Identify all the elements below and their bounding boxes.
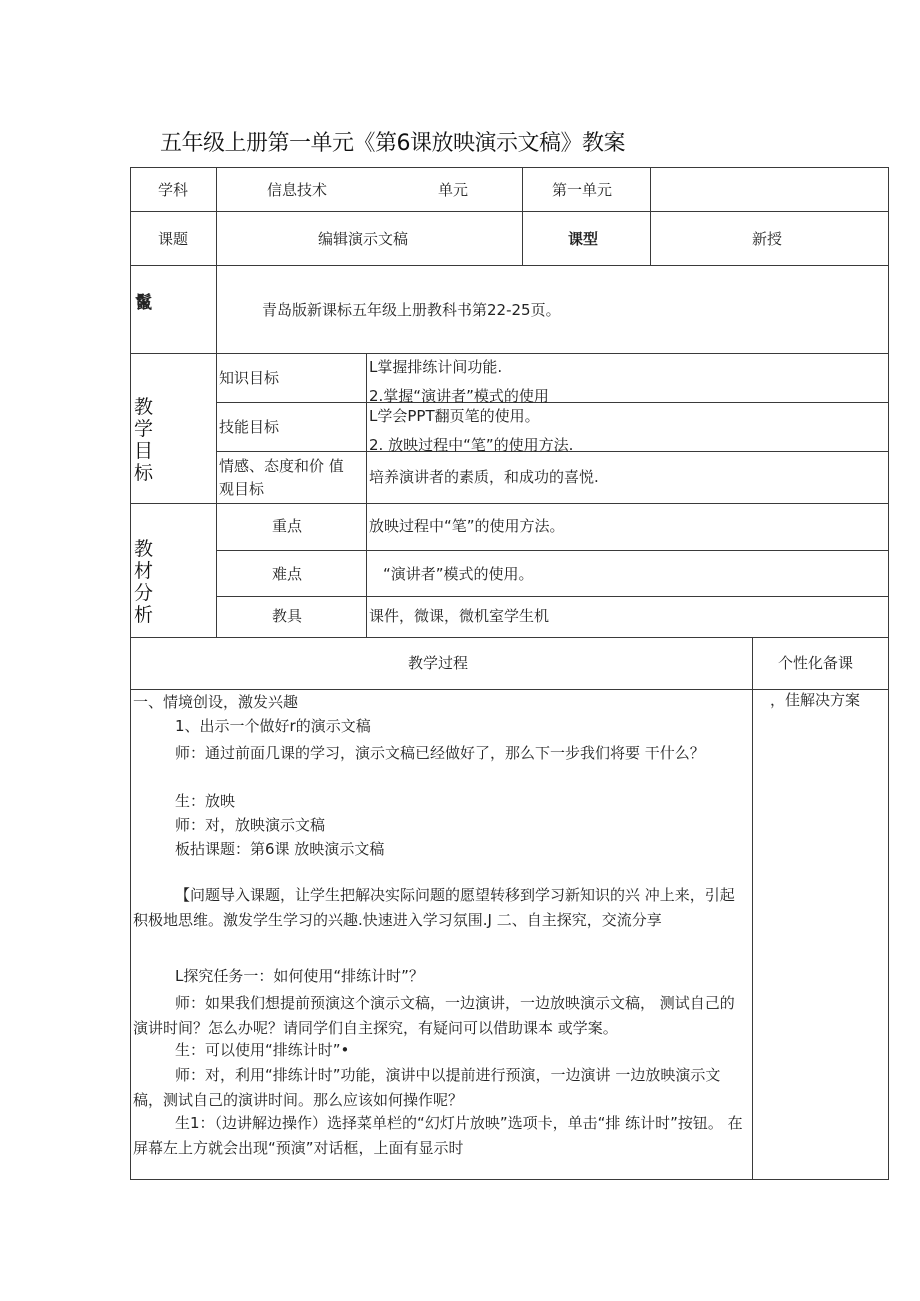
personalized-note: ，佳解决方案 (770, 691, 861, 709)
key-point-value: 放映过程中“笔”的使用方法。 (369, 517, 565, 535)
process-paragraph: 师：通过前面几课的学习，演示文稿已经做好了，那么下一步我们将要 干什么？ (175, 744, 705, 762)
process-paragraph: 生1：（边讲解边操作）选择菜单栏的“幻灯片放映”选项卡，单击“排 练计时”按钮。 在屏幕左上方就会出现“预演”对话框，上面有显示时 (133, 1114, 743, 1157)
content-value: 青岛版新课标五年级上册教科书第22-25页。 (262, 301, 561, 319)
key-point-label: 重点 (272, 517, 303, 535)
personalized-header: 个性化备课 (778, 654, 854, 672)
process-line: 一、情境创设，激发兴趣 (133, 693, 299, 711)
lesson-type-value: 新授 (752, 230, 783, 248)
process-paragraph: 师：如果我们想提前预演这个演示文稿，一边演讲，一边放映演示文稿， 测试自己的演讲时间？怎么办呢？请同学们自主探究，有疑问可以借助课本 或学案。 (133, 994, 735, 1037)
emotion-label-line2: 观目标 (219, 480, 265, 498)
difficulty-value: “演讲者”模式的使用。 (383, 565, 534, 583)
unit-label: 单元 (438, 181, 469, 199)
knowledge-label: 知识目标 (219, 369, 280, 387)
emotion-label-line1: 情感、态度和价 值 (219, 457, 344, 475)
tools-value: 课件，微课，微机室学生机 (369, 607, 550, 625)
lesson-type-label: 课型 (568, 230, 599, 248)
emotion-value: 培养演讲者的素质，和成功的喜悦. (369, 468, 599, 486)
process-line: 师：对，放映演示文稿 (175, 816, 326, 834)
process-line: 1、出示一个做好r的演示文稿 (175, 717, 371, 735)
knowledge-item-1: L掌握排练计间功能. (369, 358, 503, 376)
page-title: 五年级上册第一单元《第6课放映演示文稿》教案 (160, 131, 625, 156)
skill-item-2: 2. 放映过程中“笔”的使用方法. (369, 436, 574, 452)
process-line: 生：可以使用“排练计时”• (175, 1041, 350, 1059)
skill-item-1: L学会PPT翻页笔的使用。 (369, 407, 540, 425)
process-paragraph: 师：对，利用“排练计时”功能，演讲中以提前进行预演，一边演讲 一边放映演示文稿，测试自己的演讲时间。那么应该如何操作呢？ (133, 1066, 721, 1109)
tools-label: 教具 (272, 607, 303, 625)
topic-label: 课题 (158, 230, 189, 248)
process-header: 教学过程 (408, 654, 469, 672)
process-line: L探究任务一：如何使用“排练计时”？ (175, 967, 424, 985)
content-label: 鬣 (135, 293, 152, 313)
analysis-label: 教材分析 (134, 538, 154, 626)
subject-value: 信息技术 (267, 181, 328, 199)
process-paragraph: 【问题导入课题，让学生把解决实际问题的愿望转移到学习新知识的兴 冲上来，引起积极地思维。激发学生学习的兴趣.快速进入学习氛围.J 二、自主探究，交流分享 (133, 886, 735, 929)
objectives-label: 教学目标 (134, 396, 154, 484)
process-line: 板拈课题：第6课 放映演示文稿 (175, 840, 385, 858)
subject-label: 学科 (158, 181, 189, 199)
difficulty-label: 难点 (272, 565, 303, 583)
skill-label: 技能目标 (219, 418, 280, 436)
topic-value: 编辑演示文稿 (318, 230, 409, 248)
process-line: 生：放映 (175, 792, 236, 810)
unit-value: 第一单元 (552, 181, 613, 199)
knowledge-item-2: 2.掌握“演讲者”模式的使用 (369, 387, 549, 403)
